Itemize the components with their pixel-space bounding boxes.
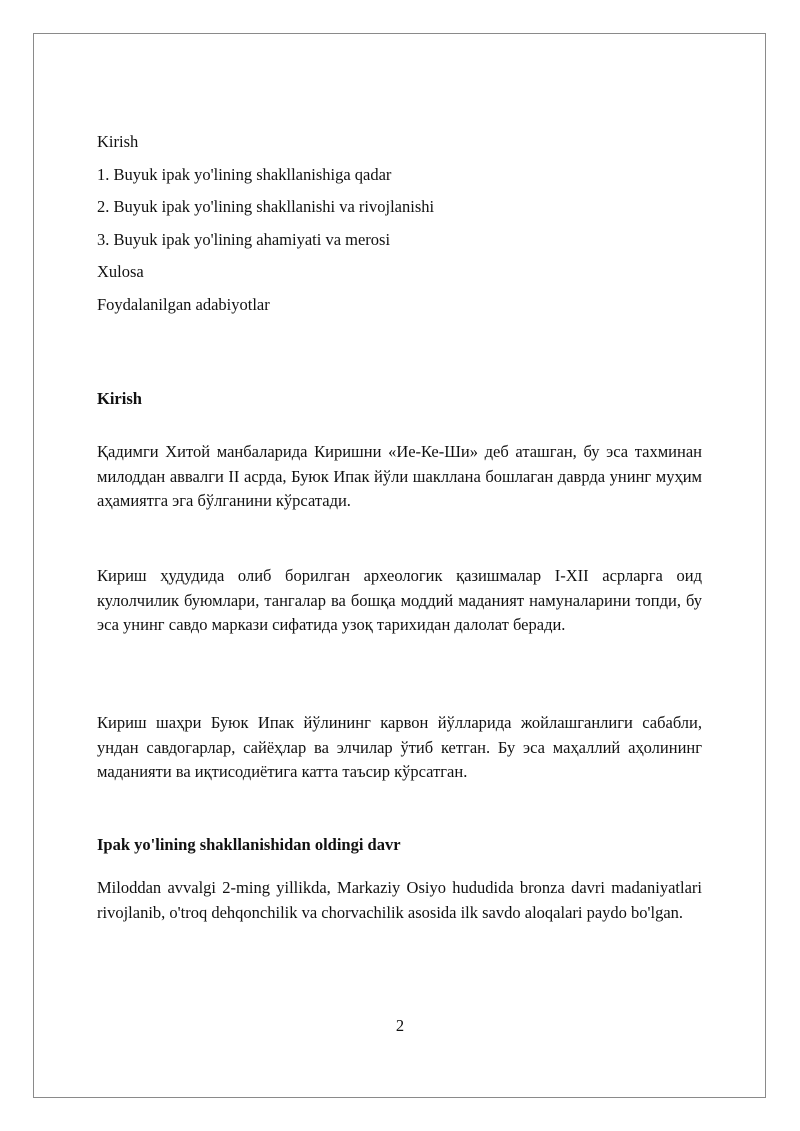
intro-heading: Kirish (97, 389, 142, 408)
toc-item-intro: Kirish (97, 132, 139, 151)
toc-item-chapter-3: 3. Buyuk ipak yo'lining ahamiyati va merosi (97, 229, 391, 249)
period-paragraph: Miloddan avvalgi 2-ming yillikda, Markaziy Osiyo hududida bronza davri madaniyatlari rivojlanib, o'troq dehqonchilik va chorvachilik asosida ilk savdo aloqalari paydo bo'lgan. (97, 878, 702, 922)
toc-item-references: Foydalanilgan adabiyotlar (97, 294, 270, 314)
intro-paragraph-2: Кириш ҳудудида олиб борилган археологик қазишмалар I-XII асрларга оид кулолчилик буюмлари, тангалар ва бошқа моддий маданият намуналарини топди, бу эса унинг савдо маркази сифатида узоқ тарихидан далолат беради. (97, 566, 702, 634)
period-heading: Ipak yo'lining shakllanishidan oldingi davr (97, 835, 401, 854)
toc-item-chapter-2: 2. Buyuk ipak yo'lining shakllanishi va rivojlanishi (97, 197, 435, 216)
table-of-contents (97, 130, 702, 325)
toc-item-conclusion: Xulosa (97, 262, 144, 281)
toc-item-chapter-1: 1. Buyuk ipak yo'lining shakllanishiga qadar (97, 164, 392, 184)
intro-paragraph-3: Кириш шаҳри Буюк Ипак йўлининг карвон йўлларида жойлашганлиги сабабли, ундан савдогарлар, сайёҳлар ва элчилар ўтиб кетган. Бу эса маҳаллий аҳолининг маданияти ва иқтисодиётига катта таъсир кўрсатган. (97, 713, 702, 781)
page-number: 2 (395, 1016, 405, 1035)
intro-paragraph-1: Қадимги Хитой манбаларида Киришни «Ие-Ке-Ши» деб аташган, бу эса тахминан милоддан аввалги II асрда, Буюк Ипак йўли шакллана бошлаган даврда унинг муҳим аҳамиятга эга бўлганини кўрсатади. (97, 442, 702, 510)
